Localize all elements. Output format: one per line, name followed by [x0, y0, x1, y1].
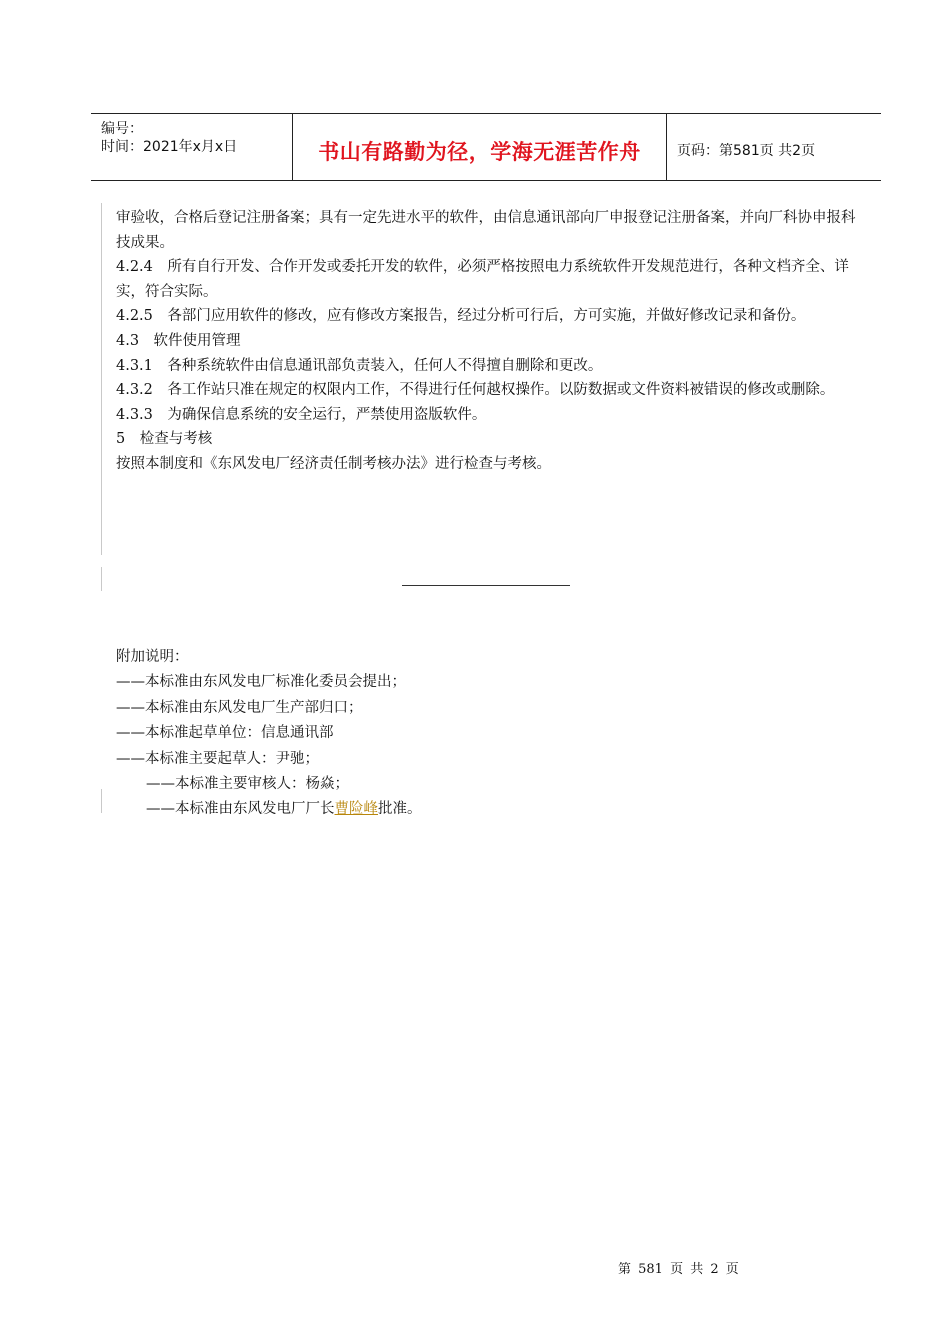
- notes-approval-line: [116, 797, 864, 822]
- section-heading: 4.3 软件使用管理: [116, 332, 241, 349]
- document-header: [91, 113, 881, 181]
- end-separator-line: [402, 585, 570, 586]
- approval-suffix: 批准。: [378, 801, 422, 818]
- margin-change-bar: [101, 567, 102, 591]
- notes-line: ——本标准由东风发电厂标准化委员会提出；: [116, 674, 406, 691]
- notes-line: ——本标准主要审核人：杨焱；: [146, 776, 349, 793]
- header-page-number: 页码：第581页 共2页: [677, 143, 816, 159]
- notes-line: ——本标准起草单位：信息通讯部: [116, 725, 334, 742]
- margin-change-bar: [101, 789, 102, 813]
- document-body: [116, 206, 864, 477]
- body-paragraph: 4.3.1 各种系统软件由信息通讯部负责装入，任何人不得擅自删除和更改。: [116, 357, 603, 374]
- additional-notes: [116, 645, 864, 823]
- motto-text: 书山有路勤为径，学海无涯苦作舟: [318, 140, 641, 164]
- doc-time-label: 时间：2021年x月x日: [101, 139, 238, 155]
- approver-name-link[interactable]: 曹险峰: [334, 801, 378, 818]
- approval-prefix: ——本标准由东风发电厂厂长: [146, 801, 335, 818]
- section-heading: 5 检查与考核: [116, 431, 213, 448]
- body-paragraph: 4.3.2 各工作站只准在规定的权限内工作，不得进行任何越权操作。以防数据或文件资料被错误的修改或删除。: [116, 382, 835, 399]
- notes-line: ——本标准主要起草人：尹驰；: [116, 750, 319, 767]
- body-paragraph: 4.3.3 为确保信息系统的安全运行，严禁使用盗版软件。: [116, 406, 487, 423]
- header-left-cell: [91, 114, 293, 180]
- doc-code-label: 编号：: [101, 121, 143, 137]
- body-paragraph: 4.2.4 所有自行开发、合作开发或委托开发的软件，必须严格按照电力系统软件开发规范进行，各种文档齐全、详实，符合实际。: [116, 259, 849, 300]
- body-paragraph: 4.2.5 各部门应用软件的修改，应有修改方案报告，经过分析可行后，方可实施，并做好修改记录和备份。: [116, 308, 806, 325]
- header-page-cell: [667, 114, 881, 180]
- page-footer: 第 581 页 共 2 页: [618, 1262, 739, 1277]
- notes-title: 附加说明：: [116, 649, 189, 665]
- header-motto-cell: [293, 114, 667, 180]
- body-paragraph: 审验收，合格后登记注册备案；具有一定先进水平的软件，由信息通讯部向厂申报登记注册备案，并向厂科协申报科技成果。: [116, 210, 856, 251]
- margin-change-bar: [101, 203, 102, 555]
- notes-line: ——本标准由东风发电厂生产部归口；: [116, 699, 363, 716]
- body-paragraph: 按照本制度和《东风发电厂经济责任制考核办法》进行检查与考核。: [116, 455, 551, 472]
